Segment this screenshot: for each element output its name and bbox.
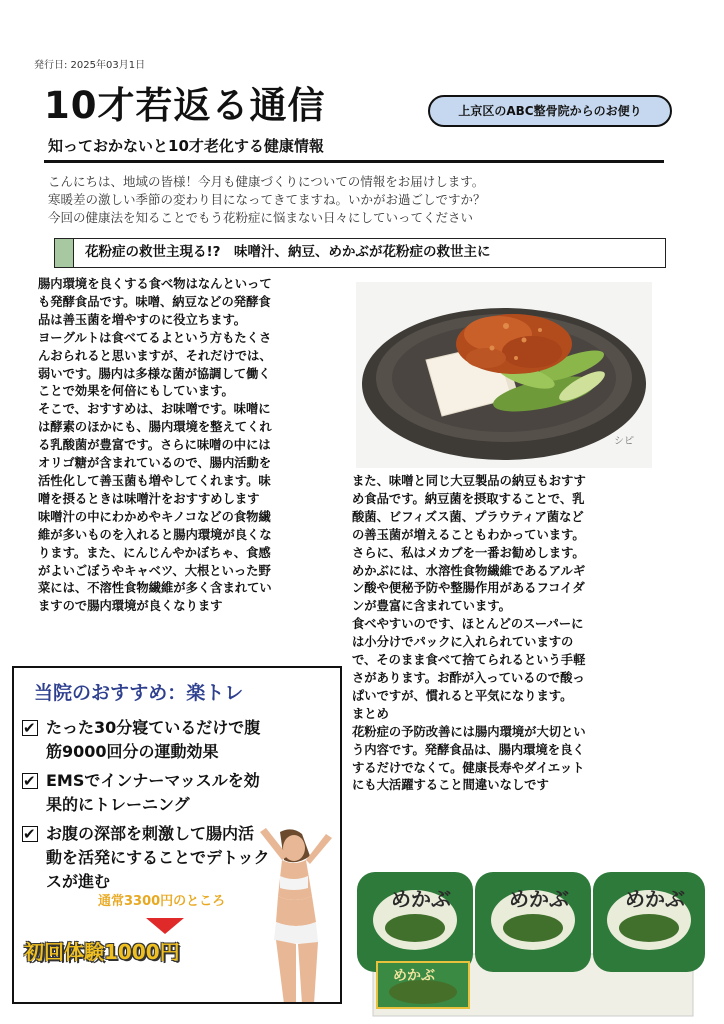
article-line: がよいごぼうやキャベツ、大根といった野 [38, 563, 271, 578]
article-line: ンが豊富に含まれています。 [352, 599, 511, 614]
article-line: するだけでなくて。健康長寿やダイエット [352, 760, 585, 775]
article-line: さがあります。お酢が入っているので酸っ [352, 670, 585, 685]
mekabu-label: めかぶ [509, 889, 569, 911]
promo-benefit-item [22, 716, 270, 764]
mekabu-label: めかぶ [625, 889, 685, 911]
down-arrow-icon [146, 918, 184, 934]
article-line: ヨーグルトは食べてるよという方もたくさ [38, 330, 272, 345]
issue-date: 発行日: 2025年03月1日 [34, 60, 146, 71]
article-line: 花粉症の予防改善には腸内環境が大切とい [352, 724, 586, 739]
promo-benefit-item [22, 822, 270, 894]
article-summary-heading: まとめ [352, 706, 389, 721]
tofu-miso-illustration [356, 282, 652, 468]
article-line: も発酵食品です。味噌、納豆などの発酵食 [38, 294, 271, 309]
headline-accent [55, 239, 74, 267]
article-line: の善玉菌が増えることもわかっています。 [352, 527, 585, 542]
article-line: で、そのまま食べて捨てられるという手軽 [352, 653, 586, 668]
article-headline-bar [54, 238, 666, 268]
promo-benefit-line: EMSでインナーマッスルを効 [46, 771, 260, 790]
intro-line: こんにちは、地域の皆様！今月も健康づくりについての情報をお届けします。 [48, 174, 485, 189]
checkbox-icon [22, 826, 38, 842]
promo-benefit-line: たった30分寝ているだけで腹 [46, 718, 261, 737]
mekabu-packs-photo [353, 868, 708, 1018]
tofu-miso-photo [356, 282, 652, 468]
promo-benefit-line: スが進む [46, 872, 111, 891]
article-line: は小分けでパックに入れられていますの [352, 635, 574, 650]
article-line: 活性化して善玉菌も増やしてくれます。味 [38, 473, 271, 488]
article-line: め食品です。納豆菌を摂取することで、乳 [352, 491, 585, 506]
checkbox-icon [22, 720, 38, 736]
article-line: は酵素のほかにも、腸内環境を整えてくれ [38, 420, 272, 435]
article-line: ぱいですが、慣れると平気になります。 [352, 688, 573, 703]
mekabu-label: めかぶ [391, 889, 451, 911]
promo-benefit-item [22, 769, 270, 817]
article-line: 菜には、不溶性食物繊維が多く含まれてい [38, 581, 272, 596]
article-line: にも大活躍すること間違いなしです [352, 778, 549, 793]
article-line: る乳酸菌が豊富です。さらに味噌の中には [38, 438, 271, 453]
article-line: ますので腸内環境が良くなります [38, 599, 223, 614]
newsletter-title: 10才若返る通信 [44, 84, 326, 127]
model-woman-image [240, 826, 342, 1004]
promo-box [12, 666, 342, 1004]
intro-line: 寒暖差の激しい季節の変わり目になってきてますね。いかがお過ごしですか？ [48, 192, 486, 207]
article-line: 酸菌、ビフィズス菌、プラウティア菌など [352, 509, 584, 524]
promo-benefit-line: 筋9000回分の運動効果 [46, 742, 219, 761]
article-line: そこで、おすすめは、お味噌です。味噌に [38, 402, 271, 417]
intro-line: 今回の健康法を知ることでもう花粉症に悩まない日々にしていってください [48, 210, 474, 225]
article-line: めかぶには、水溶性食物繊維であるアルギ [352, 563, 586, 578]
article-line: 食べやすいのです、ほとんどのスーパーに [352, 617, 584, 632]
article-line: オリゴ糖が含まれているので、腸内活動を [38, 456, 272, 471]
article-line: ことで効果を何倍にもしています。 [38, 384, 234, 399]
photo-watermark: シピ [614, 436, 634, 447]
newsletter-subtitle: 知っておかないと10才老化する健康情報 [48, 137, 324, 155]
article-line: 維が多いものを入れると腸内環境が良くな [38, 527, 272, 542]
mekabu-packs-illustration [353, 868, 708, 1018]
promo-benefit-line: 果的にトレーニング [46, 795, 190, 814]
article-line: ン酸や便秘予防や整腸作用があるフコイダ [352, 581, 585, 596]
article-left-column [38, 276, 272, 616]
intro-text [48, 173, 658, 227]
article-line: ります。また、にんじんやかぼちゃ、食感 [38, 545, 271, 560]
promo-benefit-line: 動を活発にすることでデトック [46, 848, 270, 867]
article-line: う内容です。発酵食品は、腸内環境を良く [352, 742, 585, 757]
clinic-badge: 上京区のABC整骨院からのお便り [428, 95, 672, 127]
article-line: 弱いです。腸内は多様な菌が協調して働く [38, 366, 271, 381]
promo-title: 当院のおすすめ：楽トレ [34, 682, 244, 704]
article-line: 品は善玉菌を増やすのに役立ちます。 [38, 312, 247, 327]
article-line: 腸内環境を良くする食べ物はなんといって [38, 277, 272, 291]
header-divider [44, 160, 664, 163]
mekabu-label: めかぶ [393, 969, 435, 984]
article-right-column [352, 473, 586, 795]
article-line: んおられると思いますが、それだけでは、 [38, 348, 272, 363]
promo-benefit-list [22, 716, 270, 899]
regular-price-label: 通常3300円のところ [98, 894, 226, 909]
article-line: また、味噌と同じ大豆製品の納豆もおすす [352, 474, 586, 488]
promo-benefit-line: お腹の深部を刺激して腸内活 [46, 824, 255, 843]
article-line: さらに、私はメカブを一番お勧めします。 [352, 545, 585, 560]
article-line: 噌を摂るときは味噌汁をおすすめします [38, 491, 260, 506]
article-line: 味噌汁の中にわかめやキノコなどの食物繊 [38, 509, 271, 524]
article-headline: 花粉症の救世主現る!? 味噌汁、納豆、めかぶが花粉症の救世主に [85, 244, 491, 260]
trial-price-label: 初回体験1000円 [24, 940, 180, 964]
checkbox-icon [22, 773, 38, 789]
